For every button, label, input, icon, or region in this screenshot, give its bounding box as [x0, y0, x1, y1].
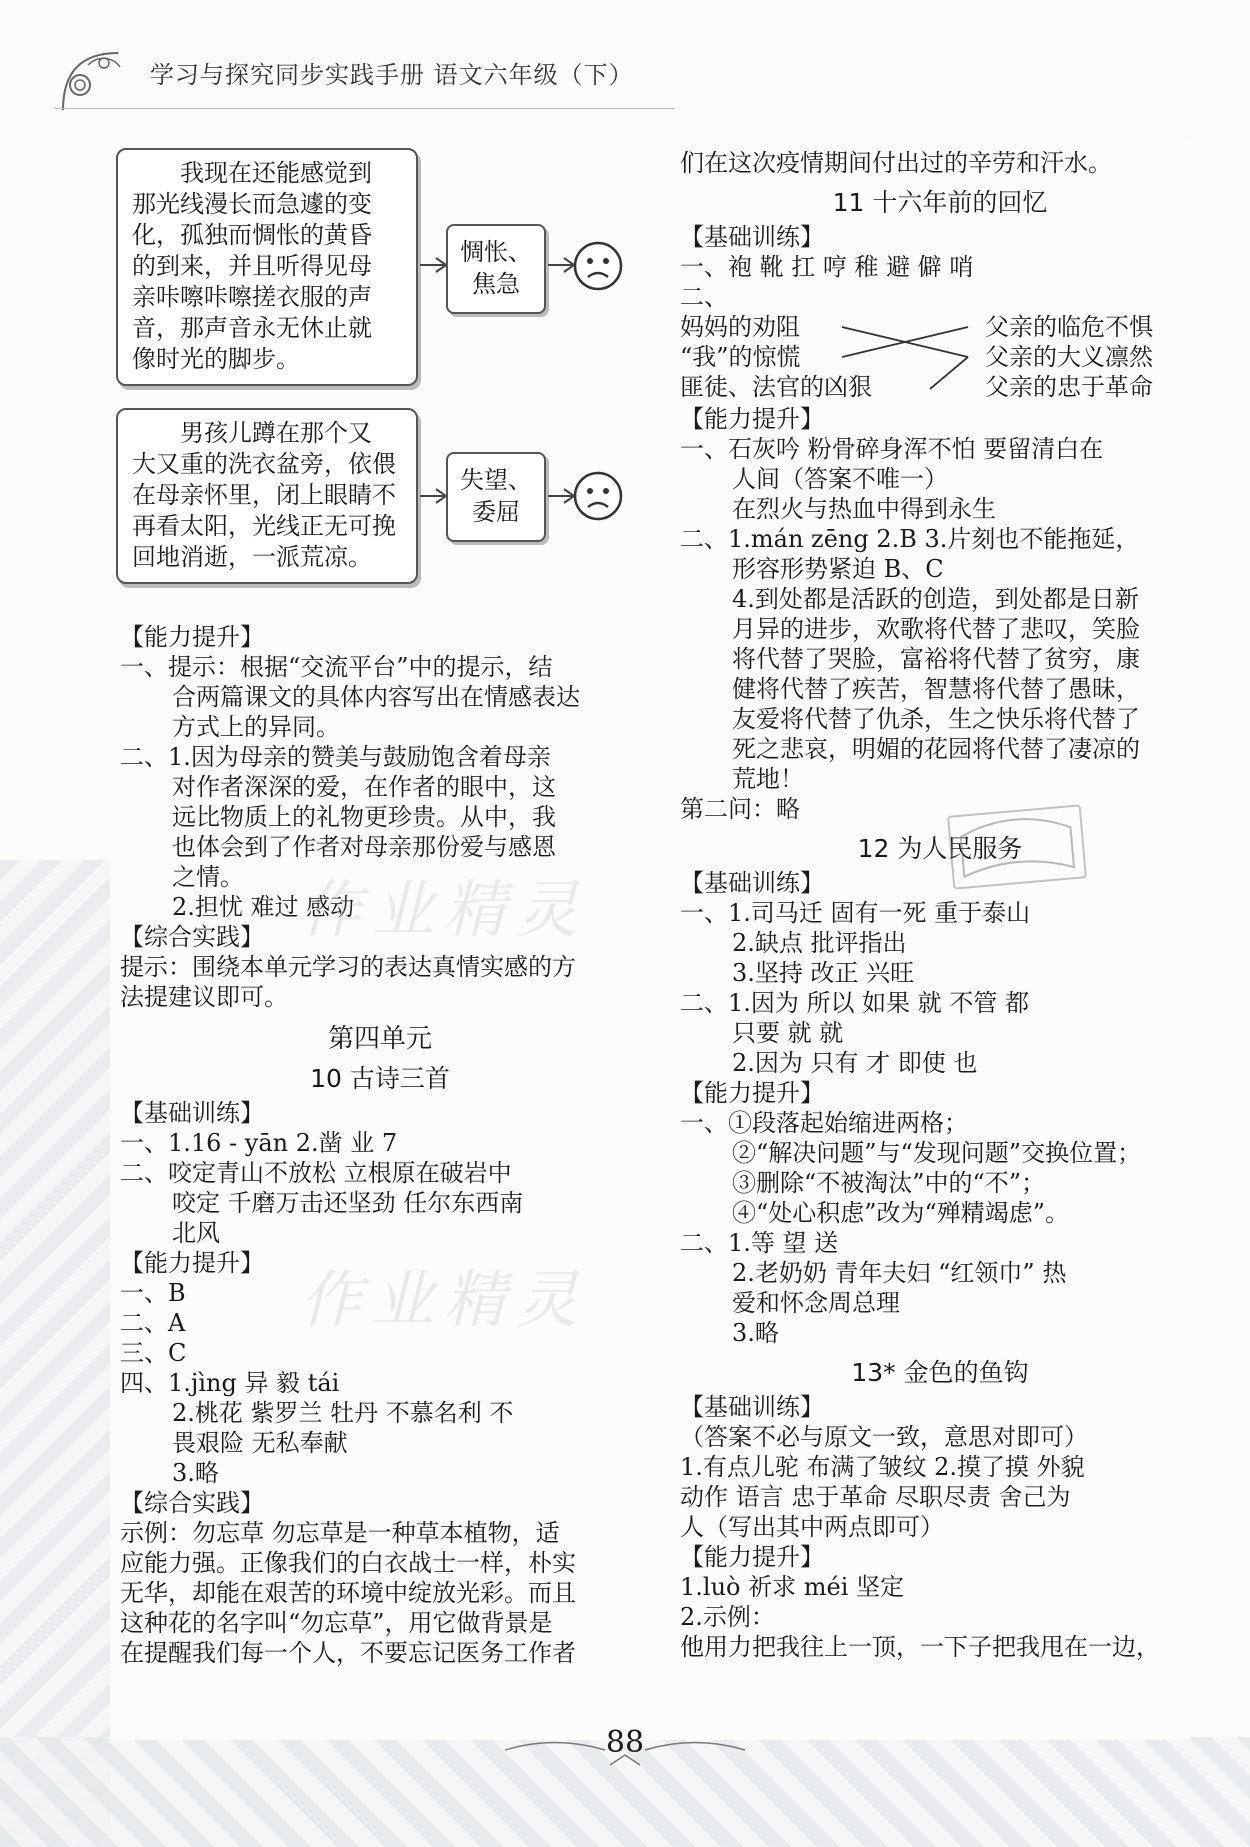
text-line: 合两篇课文的具体内容写出在情感表达: [172, 683, 580, 711]
text-line: 应能力强。正像我们的白衣战士一样，朴实: [120, 1549, 576, 1577]
text-line: 荒地！: [732, 765, 804, 793]
emotion-word: 惆怅、: [460, 238, 532, 266]
text-line: 健将代替了疾苦，智慧将代替了愚昧，: [732, 675, 1140, 703]
text-line: 一、袍 靴 扛 哼 稚 避 僻 哨: [680, 253, 974, 281]
text-line: 3.略: [732, 1319, 779, 1347]
emotion-word: 失望、: [460, 466, 532, 494]
text-line: 一、石灰吟 粉骨碎身浑不怕 要留清白在: [680, 435, 1104, 463]
match-right-item: 父亲的大义凛然: [985, 343, 1153, 371]
text-line: 们在这次疫情期间付出过的辛劳和汗水。: [680, 149, 1112, 177]
text-line: 3.坚持 改正 兴旺: [732, 959, 915, 987]
quote-line: 大又重的洗衣盆旁，依偎: [132, 450, 396, 478]
emotion-box-1: [446, 224, 546, 314]
text-line: 2.担忧 难过 感动: [172, 893, 355, 921]
sad-face-icon: [572, 470, 624, 522]
text-line: 2.因为 只有 才 即使 也: [732, 1049, 978, 1077]
text-line: 1.luò 祈求 méi 坚定: [680, 1573, 905, 1601]
section-heading: 【能力提升】: [120, 1249, 264, 1277]
section-heading: 【能力提升】: [120, 623, 264, 651]
text-line: 二、A: [120, 1309, 186, 1337]
text-line: 2.桃花 紫罗兰 牡丹 不慕名利 不: [172, 1399, 514, 1427]
text-line: 人（写出其中两点即可）: [680, 1513, 944, 1541]
quote-line: 亲咔嚓咔嚓搓衣服的声: [132, 283, 372, 311]
quote-line: 化，孤独而惆怅的黄昏: [132, 221, 372, 249]
text-line: 2.老奶奶 青年夫妇 “红领巾” 热: [732, 1259, 1067, 1287]
left-column: [120, 622, 640, 1668]
watermark: 作业精灵: [300, 1263, 589, 1336]
text-line: 在提醒我们每一个人，不要忘记医务工作者: [120, 1639, 576, 1667]
text-line: 只要 就 就: [732, 1019, 844, 1047]
section-heading: 【能力提升】: [680, 1079, 824, 1107]
text-line: 一、提示：根据“交流平台”中的提示，结: [120, 653, 553, 681]
text-line: 第二问：略: [680, 795, 800, 823]
quote-box-1: [116, 148, 418, 386]
section-heading: 【综合实践】: [120, 1489, 264, 1517]
text-line: 二、咬定青山不放松 立根原在破岩中: [120, 1159, 512, 1187]
text-line: 示例：勿忘草 勿忘草是一种草本植物，适: [120, 1519, 560, 1547]
text-line: 二、1.等 望 送: [680, 1229, 839, 1257]
emotion-box-2: [446, 452, 546, 542]
quote-line: 回地消逝，一派荒凉。: [132, 543, 372, 571]
section-heading: 【基础训练】: [120, 1099, 264, 1127]
text-line: 他用力把我往上一顶，一下子把我甩在一边，: [680, 1633, 1160, 1661]
quote-line: 我现在还能感觉到: [180, 159, 372, 187]
text-line: 远比物质上的礼物更珍贵。从中，我: [172, 803, 556, 831]
text-line: 在烈火与热血中得到永生: [732, 495, 996, 523]
quote-line: 那光线漫长而急遽的变: [132, 190, 372, 218]
match-left-item: 妈妈的劝阻: [680, 313, 800, 341]
text-line: 畏艰险 无私奉献: [172, 1429, 348, 1457]
text-line: （答案不必与原文一致，意思对即可）: [680, 1423, 1088, 1451]
lesson-title: 13* 金色的鱼钩: [851, 1358, 1029, 1387]
stamp-logo: [947, 804, 1087, 889]
emotion-word: 委屈: [472, 498, 520, 526]
text-line: 形容形势紧迫 B、C: [732, 555, 944, 583]
lesson-title: 10 古诗三首: [310, 1064, 450, 1093]
text-line: 一、1.司马迁 固有一死 重于泰山: [680, 899, 1031, 927]
decorative-pattern-left: [0, 860, 110, 1847]
text-line: 二、: [680, 283, 728, 311]
right-column: [680, 148, 1200, 1662]
match-right-item: 父亲的忠于革命: [985, 373, 1153, 401]
text-line: ③删除“不被淘汰”中的“不”；: [732, 1169, 1046, 1197]
section-heading: 【综合实践】: [120, 923, 264, 951]
section-heading: 【基础训练】: [680, 1393, 824, 1421]
page-number: 88: [605, 1725, 645, 1760]
text-line: 一、1.16 - yān 2.凿 业 7: [120, 1129, 398, 1157]
quote-line: 在母亲怀里，闭上眼睛不: [132, 481, 396, 509]
matching-exercise: [680, 312, 1200, 404]
matching-lines: [830, 312, 980, 404]
text-line: 2.示例：: [680, 1603, 775, 1631]
text-line: 3.略: [172, 1459, 219, 1487]
text-line: 月异的进步，欢歌将代替了悲叹，笑脸: [732, 615, 1140, 643]
quote-line: 像时光的脚步。: [132, 345, 300, 373]
text-line: 4.到处都是活跃的创造，到处都是日新: [732, 585, 1139, 613]
match-left-item: “我”的惊慌: [680, 343, 801, 371]
watermark: 作业精灵: [300, 873, 589, 946]
text-line: 也体会到了作者对母亲那份爱与感恩: [172, 833, 556, 861]
text-line: ④“处心积虑”改为“殚精竭虑”。: [732, 1199, 1070, 1227]
text-line: 2.缺点 批评指出: [732, 929, 907, 957]
quote-line: 的到来，并且听得见母: [132, 252, 372, 280]
quote-line: 再看太阳，光线正无可挽: [132, 512, 396, 540]
quote-line: 男孩儿蹲在那个又: [180, 419, 372, 447]
section-heading: 【能力提升】: [680, 405, 824, 433]
text-line: 动作 语言 忠于革命 尽职尽责 舍己为: [680, 1483, 1071, 1511]
text-line: 友爱将代替了仇杀，生之快乐将代替了: [732, 705, 1140, 733]
section-heading: 【基础训练】: [680, 223, 824, 251]
section-heading: 【能力提升】: [680, 1543, 824, 1571]
quote-box-2: [116, 408, 418, 584]
text-line: 人间（答案不唯一）: [732, 465, 948, 493]
text-line: 北风: [172, 1219, 220, 1247]
quote-line: 音，那声音永无休止就: [132, 314, 372, 342]
match-left-item: 匪徒、法官的凶狠: [680, 373, 872, 401]
sad-face-icon: [572, 240, 624, 292]
text-line: 方式上的异同。: [172, 713, 340, 741]
unit-title: 第四单元: [327, 1024, 432, 1054]
text-line: 一、B: [120, 1279, 186, 1307]
text-line: 将代替了哭脸，富裕将代替了贫穷，康: [732, 645, 1140, 673]
text-line: 提示：围绕本单元学习的表达真情实感的方: [120, 953, 576, 981]
text-line: 无华，却能在艰苦的环境中绽放光彩。而且: [120, 1579, 576, 1607]
text-line: 咬定 千磨万击还坚劲 任尔东西南: [172, 1189, 524, 1217]
lesson-title: 12 为人民服务: [857, 834, 1023, 863]
text-line: ②“解决问题”与“发现问题”交换位置；: [732, 1139, 1142, 1167]
text-line: 二、1.因为 所以 如果 就 不管 都: [680, 989, 1030, 1017]
header-title: 学习与探究同步实践手册 语文六年级（下）: [150, 61, 634, 89]
text-line: 二、1.mán zēng 2.B 3.片刻也不能拖延，: [680, 525, 1140, 553]
text-line: 这种花的名字叫“勿忘草”，用它做背景是: [120, 1609, 553, 1637]
lesson-title: 11 十六年前的回忆: [832, 188, 1048, 217]
text-line: 之情。: [172, 863, 244, 891]
text-line: 一、①段落起始缩进两格；: [680, 1109, 968, 1137]
text-line: 三、C: [120, 1339, 187, 1367]
text-line: 爱和怀念周总理: [732, 1289, 900, 1317]
emotion-word: 焦急: [472, 270, 520, 298]
section-heading: 【基础训练】: [680, 869, 824, 897]
text-line: 四、1.jìng 异 毅 tái: [120, 1369, 340, 1397]
match-right-item: 父亲的临危不惧: [985, 313, 1153, 341]
text-line: 二、1.因为母亲的赞美与鼓励饱含着母亲: [120, 743, 551, 771]
text-line: 法提建议即可。: [120, 983, 288, 1011]
text-line: 死之悲哀，明媚的花园将代替了凄凉的: [732, 735, 1140, 763]
text-line: 1.有点儿驼 布满了皱纹 2.摸了摸 外貌: [680, 1453, 1085, 1481]
text-line: 对作者深深的爱，在作者的眼中，这: [172, 773, 556, 801]
